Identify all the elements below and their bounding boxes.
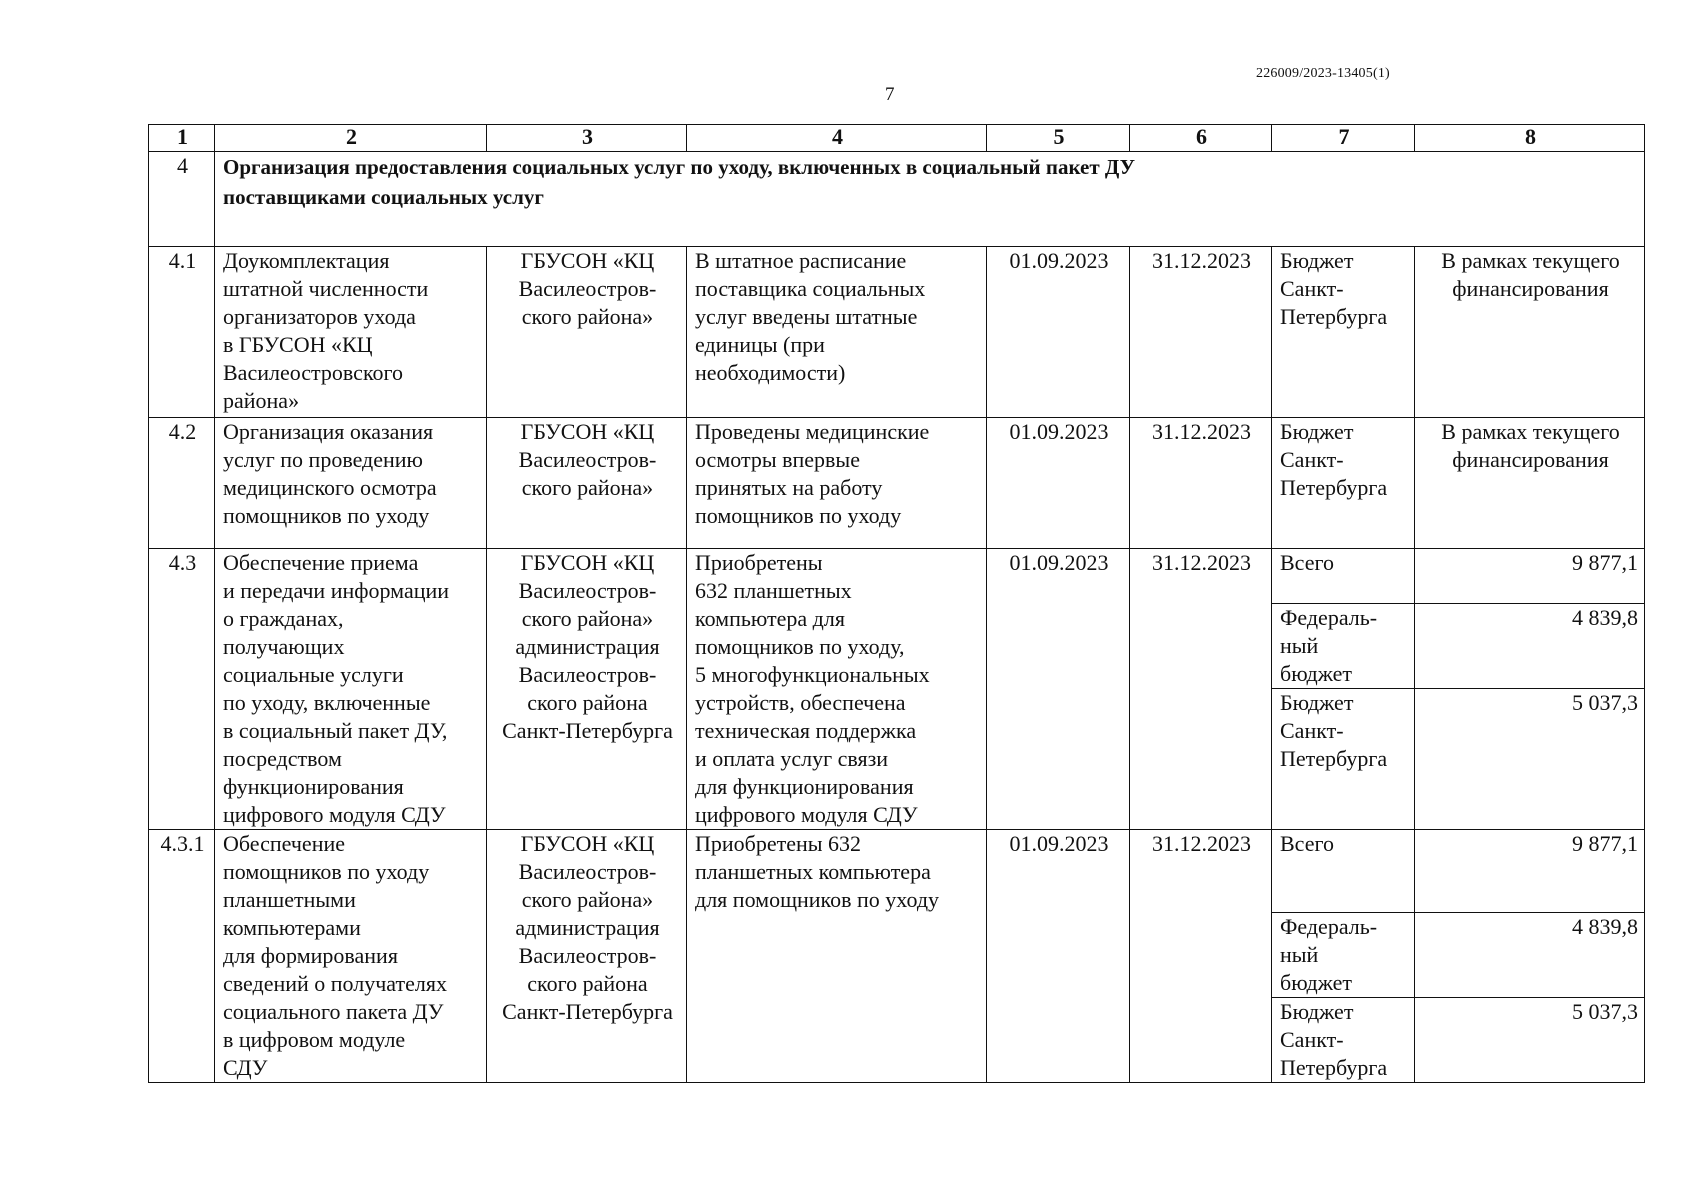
- result-cell: Приобретены 632 планшетных компьютера для помощников по уходу: [687, 830, 987, 1083]
- plan-table: [148, 124, 1645, 1083]
- funding-amount-cell: 9 877,1: [1415, 830, 1645, 913]
- end-date-cell: 31.12.2023: [1130, 549, 1272, 830]
- column-header: 8: [1415, 125, 1645, 152]
- document-id: 226009/2023-13405(1): [1256, 66, 1390, 81]
- start-date-cell: 01.09.2023: [987, 247, 1130, 418]
- funding-amount-cell: В рамках текущего финансирования: [1415, 418, 1645, 549]
- row-number: 4.3: [149, 549, 215, 830]
- column-header: 3: [487, 125, 687, 152]
- funding-source-cell: Бюджет Санкт- Петербурга: [1272, 998, 1415, 1083]
- event-cell: Обеспечение помощников по уходу планшетными компьютерами для формирования сведений о получателях социального пакета ДУ в цифровом модуле СДУ: [215, 830, 487, 1083]
- funding-amount-cell: 5 037,3: [1415, 998, 1645, 1083]
- funding-source-cell: Бюджет Санкт- Петербурга: [1272, 247, 1415, 418]
- table-row: [149, 549, 1645, 604]
- section-number: 4: [149, 152, 215, 247]
- table-row: [149, 830, 1645, 913]
- row-number: 4.1: [149, 247, 215, 418]
- column-number-row: [149, 125, 1645, 152]
- result-cell: Приобретены 632 планшетных компьютера для помощников по уходу, 5 многофункциональных устройств, обеспечена техническая поддержка и оплата услуг связи для функционирования цифрового модуля СДУ: [687, 549, 987, 830]
- event-cell: Доукомплектация штатной численности организаторов ухода в ГБУСОН «КЦ Василеостровского района»: [215, 247, 487, 418]
- funding-source-cell: Федераль- ный бюджет: [1272, 913, 1415, 998]
- column-header: 5: [987, 125, 1130, 152]
- column-header: 6: [1130, 125, 1272, 152]
- executor-cell: ГБУСОН «КЦ Василеостров- ского района»: [487, 418, 687, 549]
- funding-amount-cell: 5 037,3: [1415, 689, 1645, 830]
- row-number: 4.2: [149, 418, 215, 549]
- start-date-cell: 01.09.2023: [987, 830, 1130, 1083]
- column-header: 2: [215, 125, 487, 152]
- start-date-cell: 01.09.2023: [987, 418, 1130, 549]
- executor-cell: ГБУСОН «КЦ Василеостров- ского района» администрация Василеостров- ского района Санкт-Петербурга: [487, 549, 687, 830]
- funding-source-cell: Бюджет Санкт- Петербурга: [1272, 689, 1415, 830]
- funding-amount-cell: В рамках текущего финансирования: [1415, 247, 1645, 418]
- result-cell: Проведены медицинские осмотры впервые принятых на работу помощников по уходу: [687, 418, 987, 549]
- start-date-cell: 01.09.2023: [987, 549, 1130, 830]
- funding-amount-cell: 4 839,8: [1415, 604, 1645, 689]
- funding-source-cell: Федераль- ный бюджет: [1272, 604, 1415, 689]
- funding-source-cell: Всего: [1272, 549, 1415, 604]
- page-number: 7: [885, 84, 895, 105]
- section-title: Организация предоставления социальных услуг по уходу, включенных в социальный пакет ДУ поставщиками социальных услуг: [215, 152, 1645, 247]
- row-number: 4.3.1: [149, 830, 215, 1083]
- event-cell: Обеспечение приема и передачи информации о гражданах, получающих социальные услуги по уходу, включенные в социальный пакет ДУ, посредством функционирования цифрового модуля СДУ: [215, 549, 487, 830]
- end-date-cell: 31.12.2023: [1130, 247, 1272, 418]
- column-header: 7: [1272, 125, 1415, 152]
- end-date-cell: 31.12.2023: [1130, 830, 1272, 1083]
- funding-source-cell: Всего: [1272, 830, 1415, 913]
- table-row: [149, 247, 1645, 418]
- event-cell: Организация оказания услуг по проведению медицинского осмотра помощников по уходу: [215, 418, 487, 549]
- end-date-cell: 31.12.2023: [1130, 418, 1272, 549]
- funding-source-cell: Бюджет Санкт- Петербурга: [1272, 418, 1415, 549]
- column-header: 1: [149, 125, 215, 152]
- table-row: [149, 418, 1645, 549]
- section-row: [149, 152, 1645, 247]
- executor-cell: ГБУСОН «КЦ Василеостров- ского района»: [487, 247, 687, 418]
- funding-amount-cell: 9 877,1: [1415, 549, 1645, 604]
- funding-amount-cell: 4 839,8: [1415, 913, 1645, 998]
- executor-cell: ГБУСОН «КЦ Василеостров- ского района» администрация Василеостров- ского района Санкт-Петербурга: [487, 830, 687, 1083]
- column-header: 4: [687, 125, 987, 152]
- result-cell: В штатное расписание поставщика социальных услуг введены штатные единицы (при необходимости): [687, 247, 987, 418]
